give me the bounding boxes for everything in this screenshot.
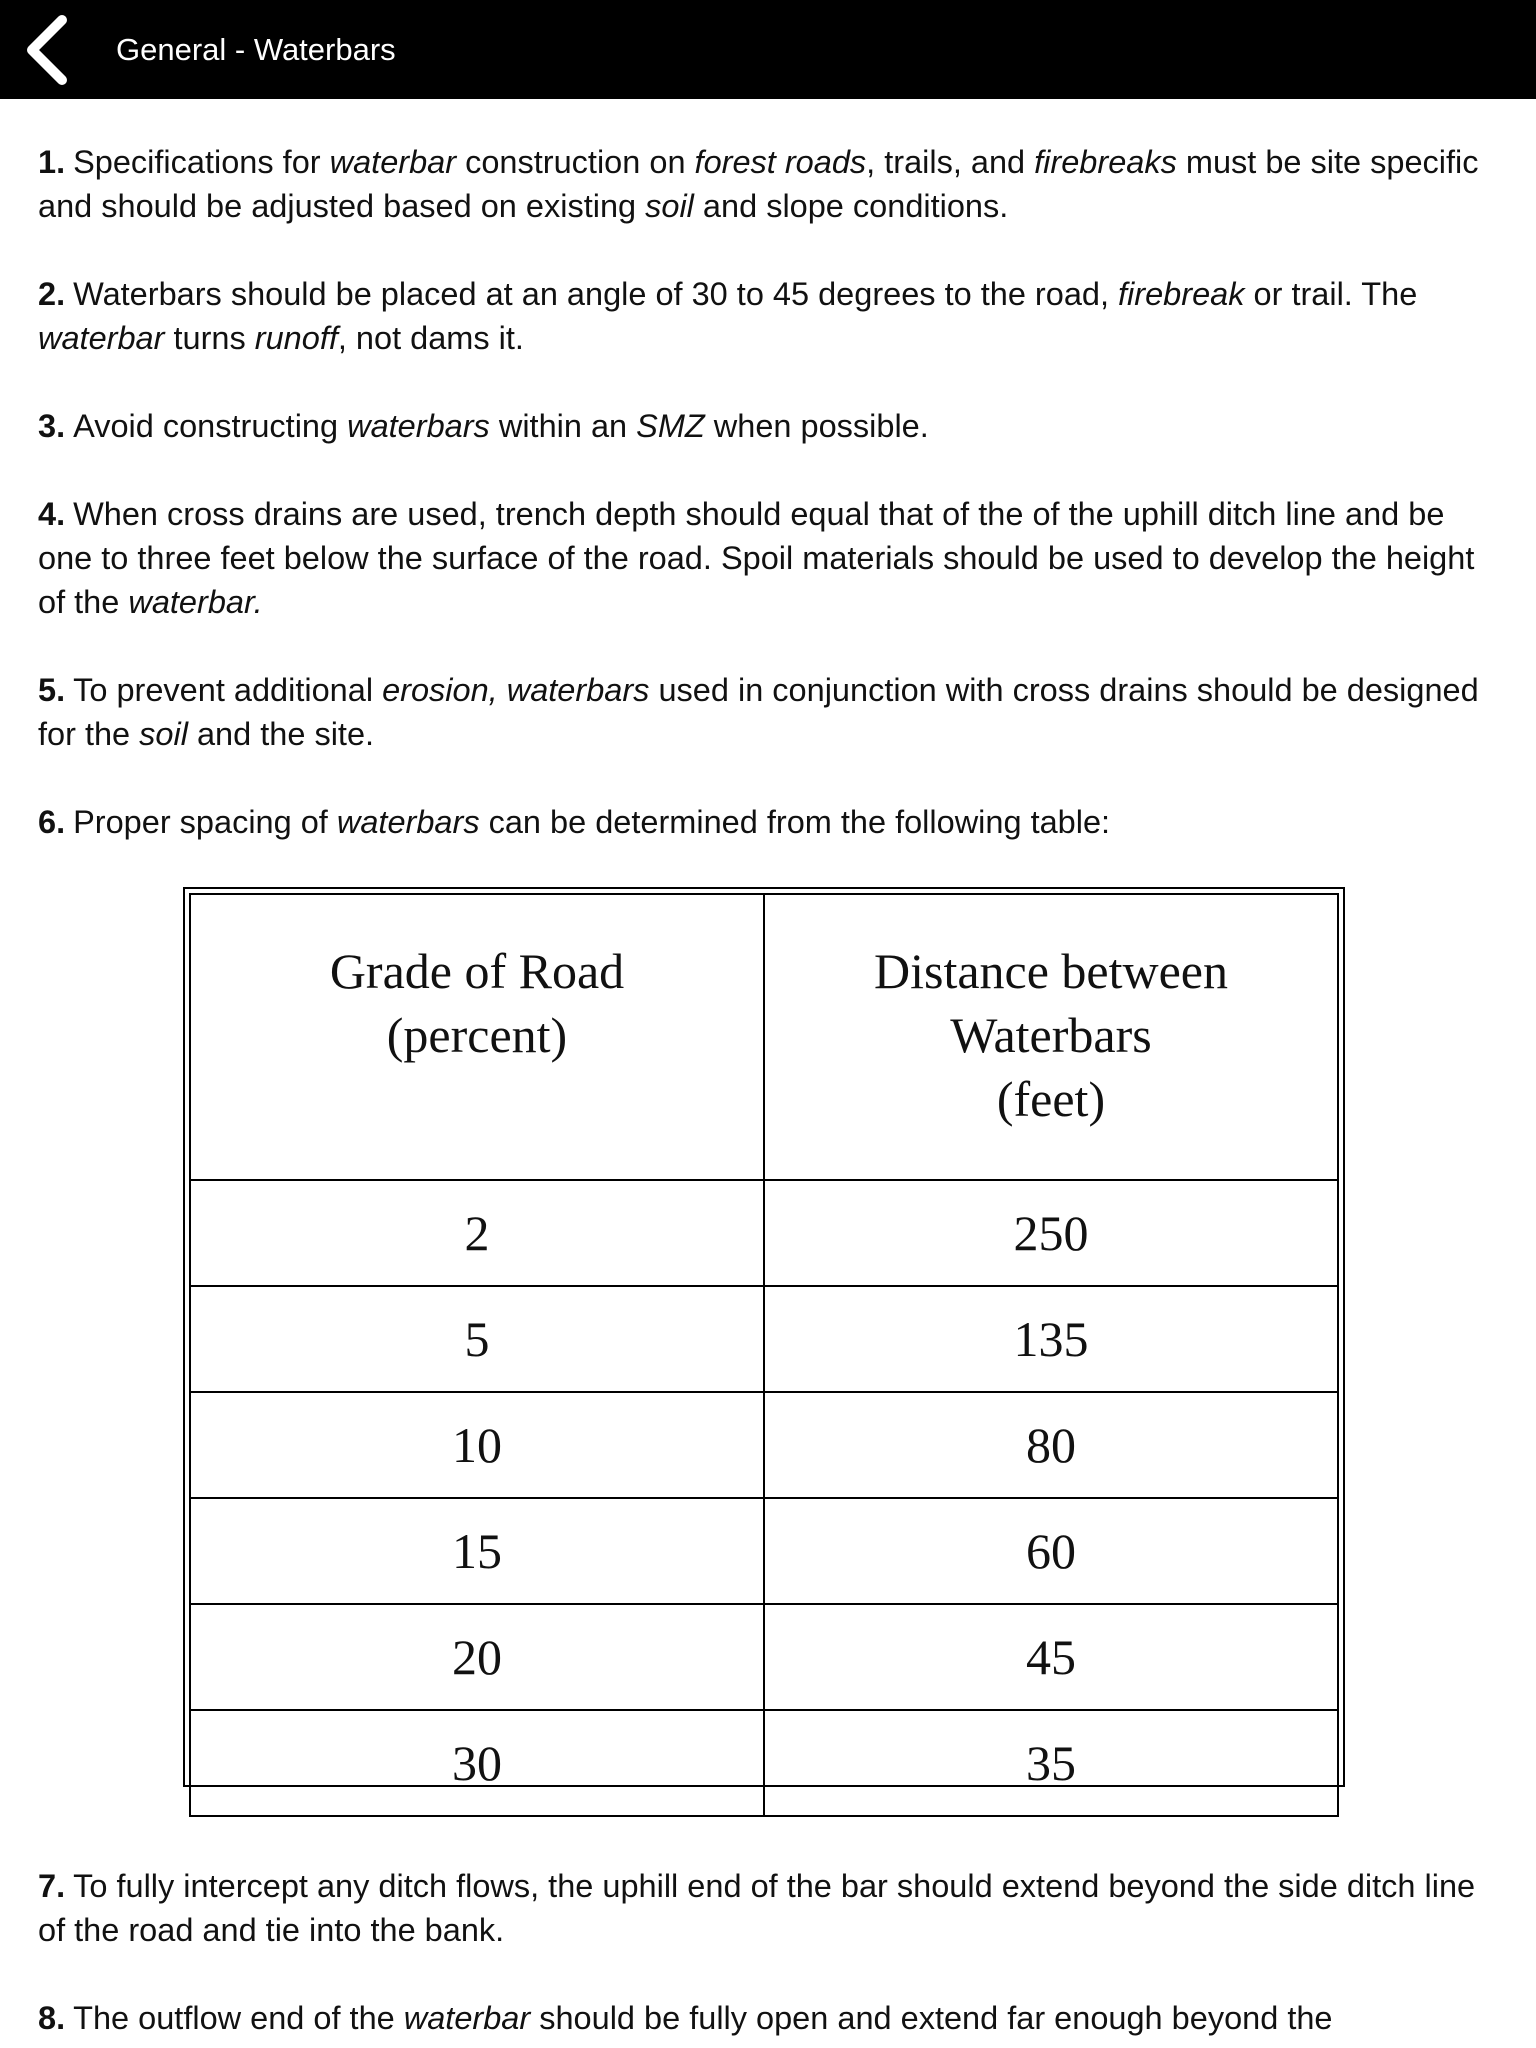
paragraph-number: 2. bbox=[38, 276, 66, 312]
paragraph-number: 7. bbox=[38, 1868, 66, 1904]
paragraph-text: when possible. bbox=[704, 408, 929, 444]
paragraph-item bbox=[38, 140, 1498, 228]
grade-cell: 15 bbox=[190, 1498, 764, 1604]
emphasized-term: erosion, waterbars bbox=[382, 672, 650, 708]
paragraph-text: or trail. The bbox=[1244, 276, 1418, 312]
distance-cell: 60 bbox=[764, 1498, 1338, 1604]
table-row bbox=[190, 1498, 1338, 1604]
paragraph-text: turns bbox=[164, 320, 255, 356]
spacing-table bbox=[189, 893, 1339, 1817]
paragraph-text: , not dams it. bbox=[337, 320, 524, 356]
distance-cell: 250 bbox=[764, 1180, 1338, 1286]
emphasized-term: waterbar bbox=[403, 2000, 531, 2036]
chevron-left-icon bbox=[18, 12, 78, 88]
grade-cell: 30 bbox=[190, 1710, 764, 1816]
grade-cell: 2 bbox=[190, 1180, 764, 1286]
paragraph-text: , trails, and bbox=[866, 144, 1035, 180]
emphasized-term: waterbar. bbox=[128, 584, 263, 620]
paragraph-text: used in conjunction with cross drains should be designed for the bbox=[38, 672, 1479, 752]
paragraph-text: and slope conditions. bbox=[693, 188, 1009, 224]
back-button[interactable] bbox=[18, 12, 98, 88]
grade-column-header: Grade of Road (percent) bbox=[190, 894, 764, 1180]
emphasized-term: soil bbox=[645, 188, 694, 224]
paragraph-number: 4. bbox=[38, 496, 66, 532]
article-body-continued bbox=[38, 1864, 1498, 2048]
grade-cell: 10 bbox=[190, 1392, 764, 1498]
emphasized-term: soil bbox=[139, 716, 188, 752]
paragraph-number: 6. bbox=[38, 804, 66, 840]
paragraph-text: must be site specific and should be adjusted based on existing bbox=[38, 144, 1479, 224]
paragraph-number: 1. bbox=[38, 144, 66, 180]
paragraph-item bbox=[38, 492, 1498, 624]
paragraph-text: Waterbars should be placed at an angle of 30 to 45 degrees to the road, bbox=[73, 276, 1119, 312]
paragraph-item bbox=[38, 272, 1498, 360]
emphasized-term: waterbar bbox=[329, 144, 457, 180]
emphasized-term: forest roads bbox=[694, 144, 867, 180]
table-header-row bbox=[190, 894, 1338, 1180]
table-row bbox=[190, 1180, 1338, 1286]
emphasized-term: waterbars bbox=[336, 804, 480, 840]
emphasized-term: SMZ bbox=[636, 408, 705, 444]
emphasized-term: firebreaks bbox=[1034, 144, 1177, 180]
paragraph-number: 5. bbox=[38, 672, 66, 708]
paragraph-text: construction on bbox=[456, 144, 695, 180]
paragraph-item bbox=[38, 1996, 1498, 2040]
paragraph-item bbox=[38, 404, 1498, 448]
distance-cell: 45 bbox=[764, 1604, 1338, 1710]
grade-cell: 5 bbox=[190, 1286, 764, 1392]
paragraph-text: When cross drains are used, trench depth should equal that of the of the uphill ditch line and be one to three feet below the surface of the road. Spoil materials should be used to develop the height of the bbox=[38, 496, 1475, 620]
paragraph-number: 8. bbox=[38, 2000, 66, 2036]
paragraph-text: should be fully open and extend far enough beyond the bbox=[530, 2000, 1333, 2036]
distance-cell: 135 bbox=[764, 1286, 1338, 1392]
paragraph-text: within an bbox=[489, 408, 637, 444]
paragraph-text: Specifications for bbox=[73, 144, 330, 180]
emphasized-term: waterbar bbox=[38, 320, 165, 356]
paragraph-text: Proper spacing of bbox=[73, 804, 337, 840]
waterbar-spacing-table bbox=[183, 887, 1345, 1791]
table-row bbox=[190, 1604, 1338, 1710]
paragraph-text: Avoid constructing bbox=[73, 408, 348, 444]
paragraph-text: To fully intercept any ditch flows, the uphill end of the bar should extend beyond the side ditch line of the road and tie into the bank. bbox=[38, 1868, 1476, 1948]
paragraph-text: can be determined from the following table: bbox=[479, 804, 1111, 840]
page-title: General - Waterbars bbox=[116, 32, 396, 67]
table-row bbox=[190, 1392, 1338, 1498]
paragraph-text: To prevent additional bbox=[73, 672, 383, 708]
navigation-bar bbox=[0, 0, 1536, 99]
distance-column-header: Distance between Waterbars (feet) bbox=[764, 894, 1338, 1180]
paragraph-item bbox=[38, 800, 1498, 844]
emphasized-term: firebreak bbox=[1118, 276, 1245, 312]
emphasized-term: waterbars bbox=[347, 408, 490, 444]
distance-cell: 35 bbox=[764, 1710, 1338, 1816]
distance-cell: 80 bbox=[764, 1392, 1338, 1498]
table-row bbox=[190, 1286, 1338, 1392]
table-row bbox=[190, 1710, 1338, 1816]
paragraph-item bbox=[38, 1864, 1498, 1952]
paragraph-text: and the site. bbox=[187, 716, 375, 752]
paragraph-item bbox=[38, 668, 1498, 756]
article-body bbox=[38, 140, 1498, 888]
paragraph-text: The outflow end of the bbox=[73, 2000, 404, 2036]
grade-cell: 20 bbox=[190, 1604, 764, 1710]
emphasized-term: runoff bbox=[254, 320, 338, 356]
paragraph-number: 3. bbox=[38, 408, 66, 444]
